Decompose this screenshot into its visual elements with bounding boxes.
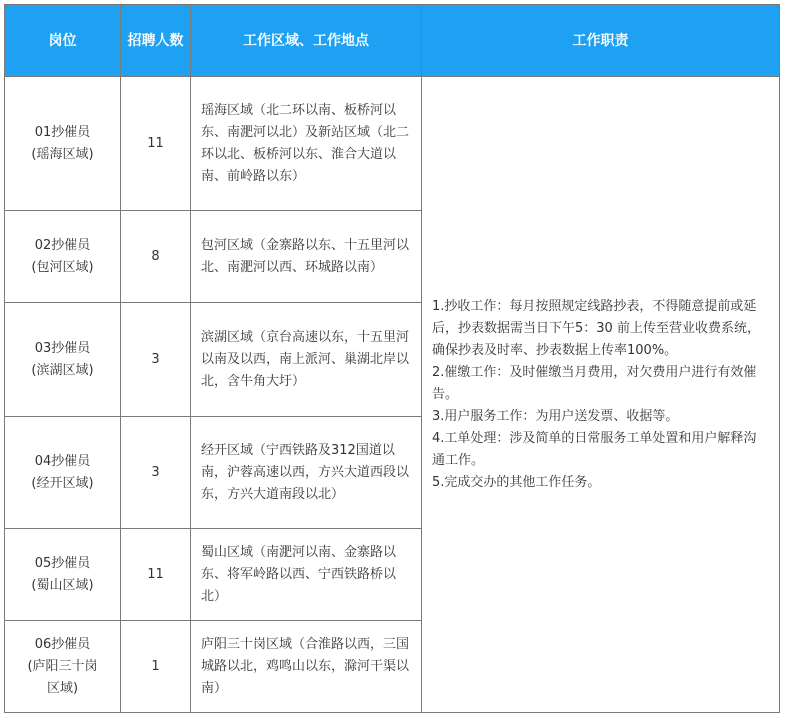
position-name: 05抄催员 xyxy=(34,555,91,571)
position-region: (包河区域) xyxy=(31,259,94,275)
position-region: (滨湖区域) xyxy=(31,362,94,378)
area-cell: 庐阳三十岗区域（合淮路以西，三国城路以北，鸡鸣山以东，滁河干渠以南） xyxy=(191,621,422,713)
position-region-cont: 区域) xyxy=(46,680,79,696)
position-cell xyxy=(5,77,121,211)
duty-item: 4.工单处理：涉及简单的日常服务工单处置和用户解释沟通工作。 xyxy=(432,430,757,468)
position-cell xyxy=(5,211,121,303)
header-count: 招聘人数 xyxy=(121,5,191,77)
position-name: 06抄催员 xyxy=(34,636,91,652)
header-duties: 工作职责 xyxy=(422,5,780,77)
area-cell: 蜀山区域（南淝河以南、金寨路以东、将军岭路以西、宁西铁路桥以北） xyxy=(191,529,422,621)
count-cell: 11 xyxy=(121,77,191,211)
count-cell: 8 xyxy=(121,211,191,303)
area-cell: 滨湖区域（京台高速以东，十五里河以南及以西，南上派河、巢湖北岸以北，含牛角大圩） xyxy=(191,303,422,417)
area-cell: 包河区域（金寨路以东、十五里河以北、南淝河以西、环城路以南） xyxy=(191,211,422,303)
header-area: 工作区域、工作地点 xyxy=(191,5,422,77)
duty-item: 5.完成交办的其他工作任务。 xyxy=(432,474,601,490)
table-row xyxy=(5,77,780,211)
position-region: (蜀山区域) xyxy=(31,577,94,593)
count-cell: 11 xyxy=(121,529,191,621)
position-region: (瑶海区域) xyxy=(31,146,94,162)
duties-cell xyxy=(422,77,780,713)
position-cell xyxy=(5,529,121,621)
position-region: (经开区域) xyxy=(31,475,94,491)
count-cell: 1 xyxy=(121,621,191,713)
table-header-row xyxy=(5,5,780,77)
position-cell xyxy=(5,417,121,529)
duty-item: 1.抄收工作：每月按照规定线路抄表，不得随意提前或延后，抄表数据需当日下午5：30 前上传至营业收费系统，确保抄表及时率、抄表数据上传率100%。 xyxy=(432,298,760,358)
area-cell: 经开区域（宁西铁路及312国道以南，沪蓉高速以西，方兴大道西段以东，方兴大道南段以北） xyxy=(191,417,422,529)
count-cell: 3 xyxy=(121,303,191,417)
position-cell xyxy=(5,303,121,417)
duty-item: 3.用户服务工作：为用户送发票、收据等。 xyxy=(432,408,679,424)
recruitment-table xyxy=(4,4,780,713)
header-position: 岗位 xyxy=(5,5,121,77)
count-cell: 3 xyxy=(121,417,191,529)
position-name: 04抄催员 xyxy=(34,453,91,469)
area-cell: 瑶海区域（北二环以南、板桥河以东、南淝河以北）及新站区域（北二环以北、板桥河以东、淮合大道以南、前岭路以东） xyxy=(191,77,422,211)
position-name: 02抄催员 xyxy=(34,237,91,253)
position-cell xyxy=(5,621,121,713)
position-name: 01抄催员 xyxy=(34,124,91,140)
duty-item: 2.催缴工作：及时催缴当月费用，对欠费用户进行有效催告。 xyxy=(432,364,757,402)
position-name: 03抄催员 xyxy=(34,340,91,356)
position-region: (庐阳三十岗 xyxy=(27,658,98,674)
